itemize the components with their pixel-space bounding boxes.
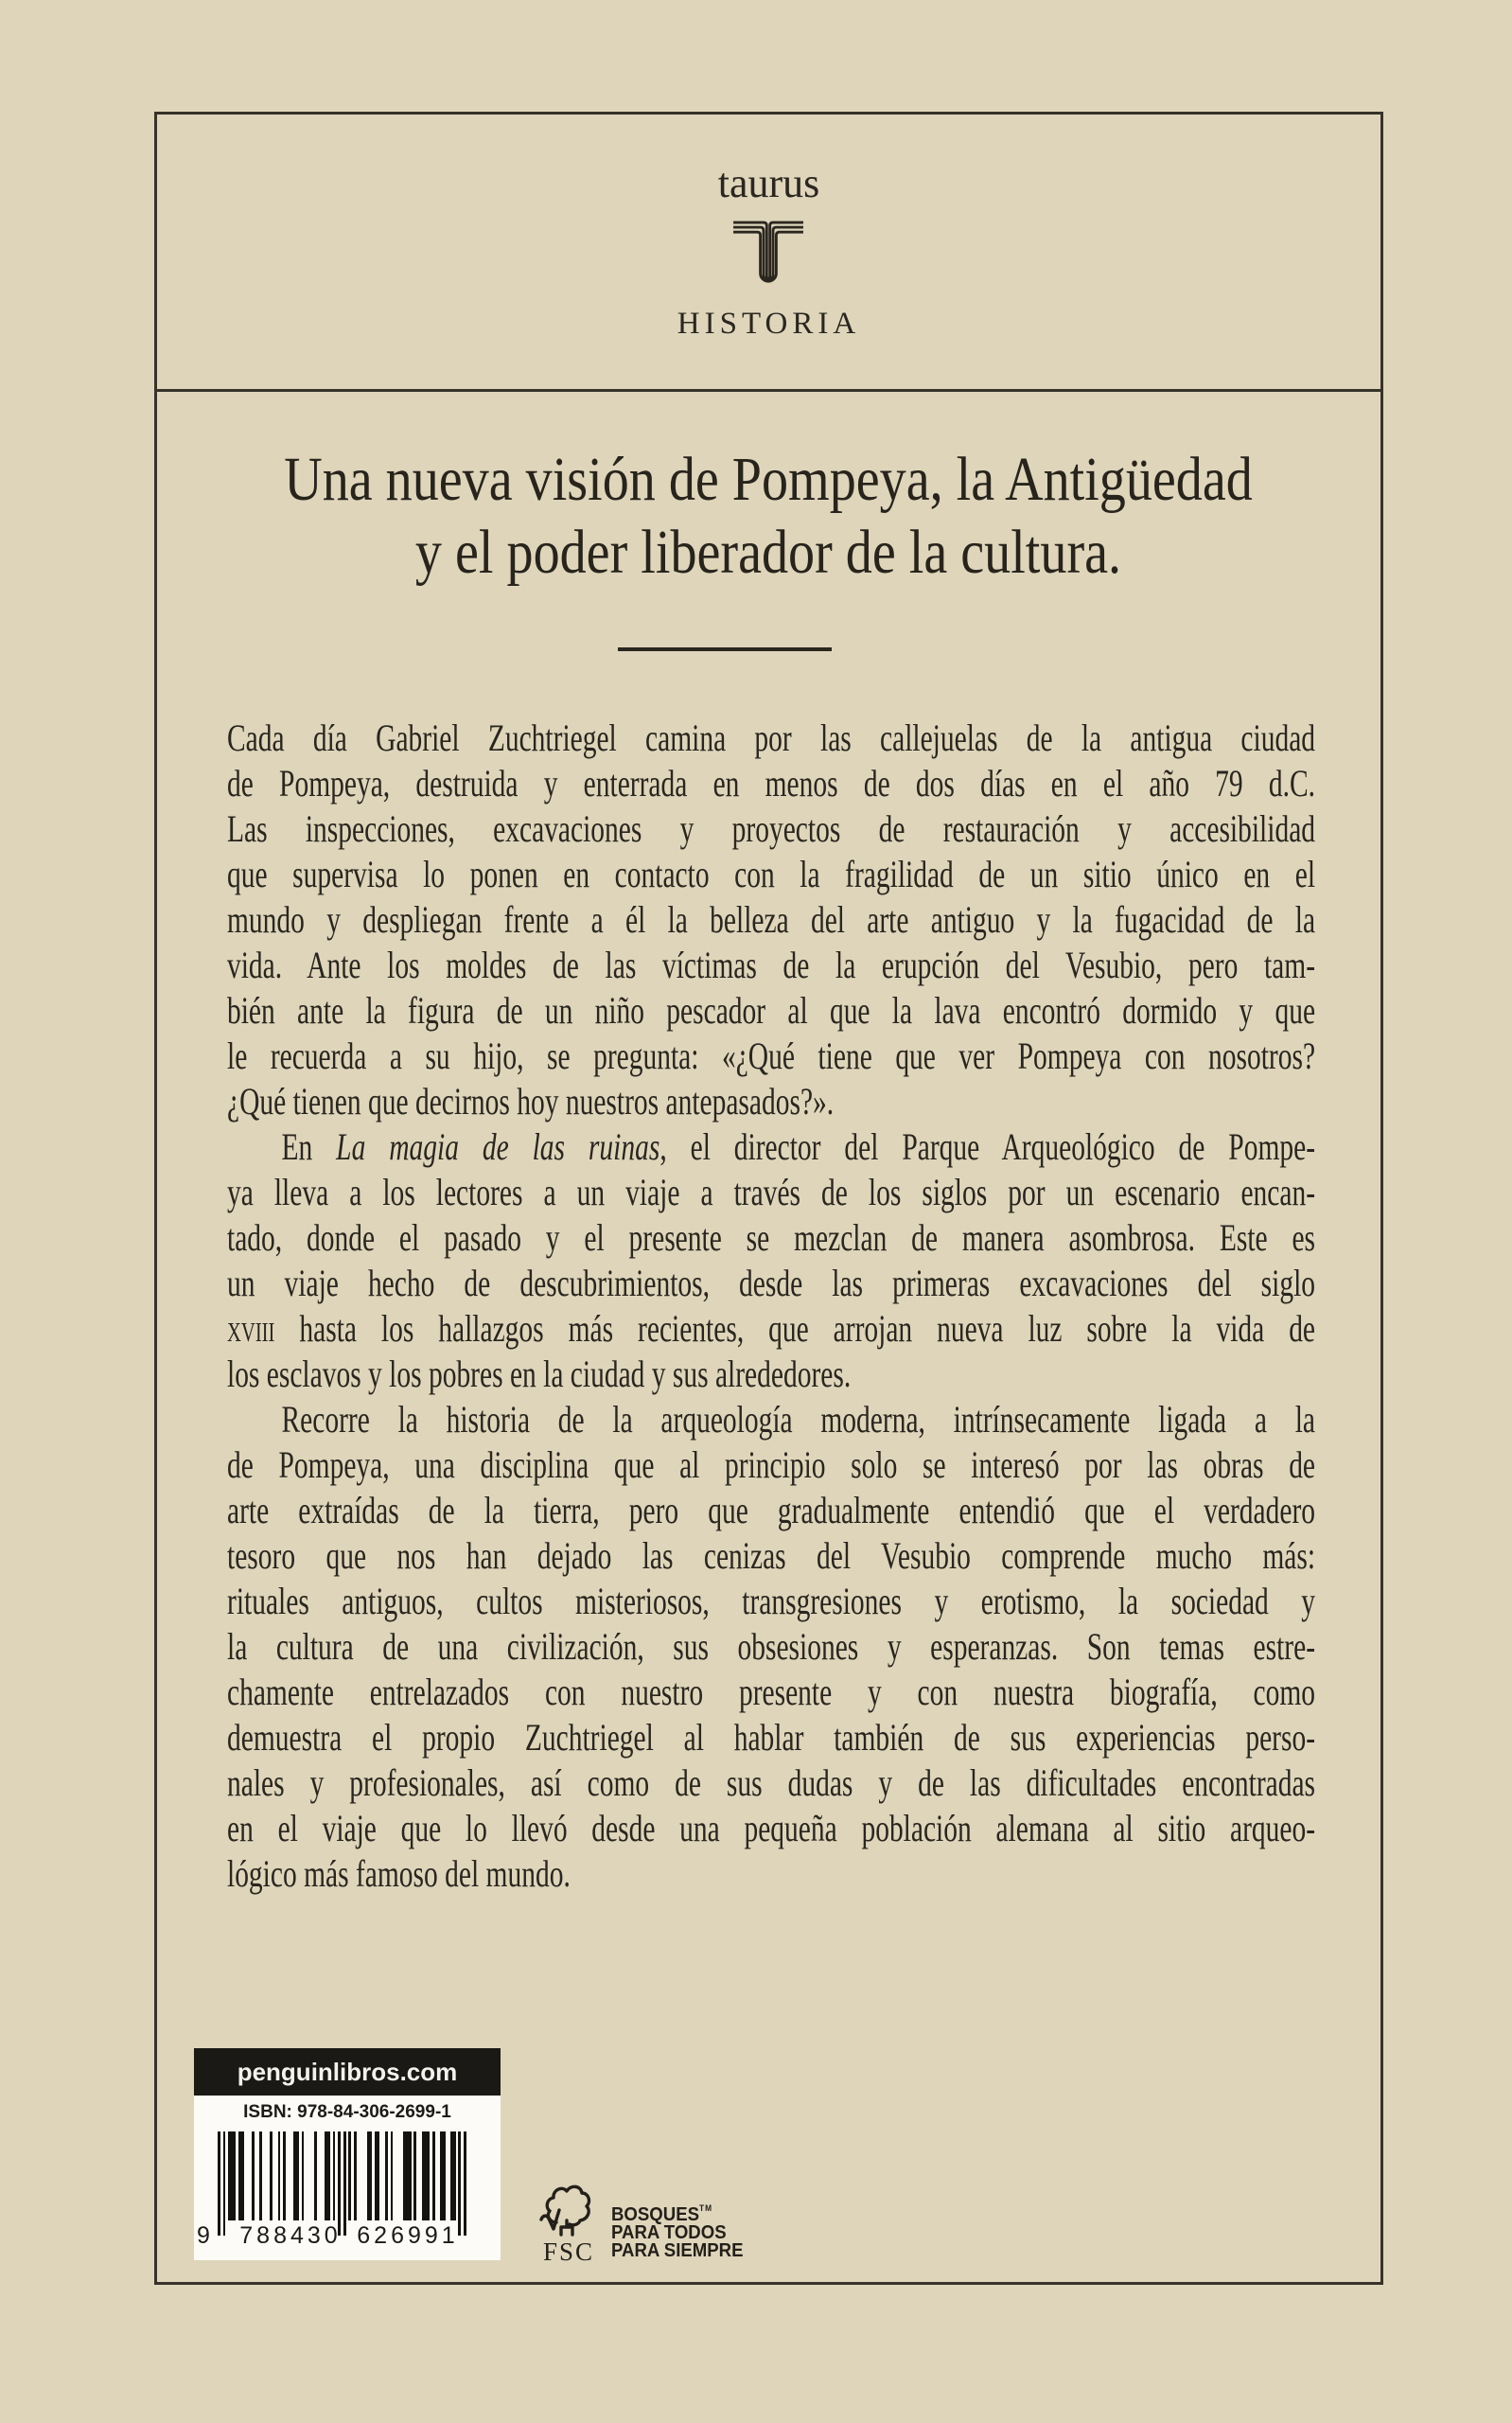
headline-rule [618,647,832,651]
headline [154,443,1383,589]
barcode-digit-lead: 9 [197,2222,210,2249]
body-line: un viaje hecho de descubrimientos, desde las primeras excavaciones del siglo [227,1262,1316,1304]
body-line: la cultura de una civilización, sus obsesiones y esperanzas. Son temas estre- [227,1625,1316,1668]
body-line: mundo y despliegan frente a él la belleza del arte antiguo y la fugacidad de la [227,898,1316,941]
body-line: arte extraídas de la tierra, pero que gradualmente entendió que el verdadero [227,1489,1316,1531]
body-line: nales y profesionales, así como de sus dudas y de las dificultades encontradas [227,1761,1316,1804]
fsc-logo [537,2181,755,2266]
body-line: bién ante la figura de un niño pescador al que la lava encontró dormido y que [227,989,1316,1032]
fsc-tagline-line-2: PARA TODOS [611,2222,727,2243]
fsc-tree-icon [537,2181,598,2239]
publisher-wordmark: taurus [717,160,820,206]
trademark-mark: TM [699,2203,712,2213]
barcode-digits-group2: 626991 [357,2222,459,2249]
body-line: En La magia de las ruinas, el director del Parque Arqueológico de Pompe- [281,1125,1316,1168]
fsc-acronym: FSC [542,2237,595,2266]
website-url: penguinlibros.com [237,2057,458,2086]
body-text [227,716,1315,1897]
body-line: ¿Qué tienen que decirnos hoy nuestros antepasados?». [227,1080,835,1123]
body-line: tesoro que nos han dejado las cenizas del Vesubio comprende mucho más: [227,1534,1316,1577]
body-line: de Pompeya, destruida y enterrada en menos de dos días en el año 79 d.C. [227,762,1316,805]
body-line: los esclavos y los pobres en la ciudad y sus alrededores. [227,1353,852,1395]
headline-line-2: y el poder liberador de la cultura. [414,518,1122,587]
body-line: chamente entrelazados con nuestro presente y con nuestra biografía, como [227,1671,1316,1713]
body-line: Cada día Gabriel Zuchtriegel camina por las callejuelas de la antigua ciudad [227,716,1316,759]
barcode-bar [464,2131,466,2236]
body-line: Las inspecciones, excavaciones y proyectos de restauración y accesibilidad [227,807,1316,850]
headline-line-1: Una nueva visión de Pompeya, la Antigüedad [284,445,1253,514]
body-line: vida. Ante los moldes de las víctimas de la erupción del Vesubio, pero tam- [227,944,1316,986]
taurus-t-icon [729,212,808,293]
body-line: que supervisa lo ponen en contacto con la fragilidad de un sitio único en el [227,853,1316,895]
body-line: rituales antiguos, cultos misteriosos, transgresiones y erotismo, la sociedad y [227,1580,1316,1622]
ean-barcode [218,2131,467,2236]
collection-name: HISTORIA [677,307,861,341]
body-line: en el viaje que lo llevó desde una pequeña población alemana al sitio arqueo- [227,1807,1316,1849]
body-line: xviii hasta los hallazgos más recientes, que arrojan nueva luz sobre la vida de [227,1307,1316,1350]
body-line: demuestra el propio Zuchtriegel al hablar también de sus experiencias perso- [227,1716,1316,1759]
body-line: Recorre la historia de la arqueología moderna, intrínsecamente ligada a la [281,1398,1316,1441]
body-line: le recuerda a su hijo, se pregunta: «¿Qué tiene que ver Pompeya con nosotros? [227,1035,1316,1077]
barcode-digits-group1: 788430 [239,2222,342,2249]
body-line: ya lleva a los lectores a un viaje a través de los siglos por un escenario encan- [227,1171,1316,1213]
fsc-tagline [611,2200,744,2260]
website-bar [194,2048,501,2096]
isbn-label-card [194,2096,501,2260]
publisher-divider-line [154,389,1383,392]
body-line: lógico más famoso del mundo. [227,1852,571,1895]
fsc-tagline-line-1: BOSQUES™ [611,2203,712,2225]
body-line: tado, donde el pasado y el presente se mezclan de manera asombrosa. Este es [227,1216,1316,1259]
fsc-tagline-line-3: PARA SIEMPRE [611,2240,744,2261]
body-line: de Pompeya, una disciplina que al principio solo se interesó por las obras de [227,1443,1316,1486]
isbn-number: ISBN: 978-84-306-2699-1 [243,2102,451,2122]
